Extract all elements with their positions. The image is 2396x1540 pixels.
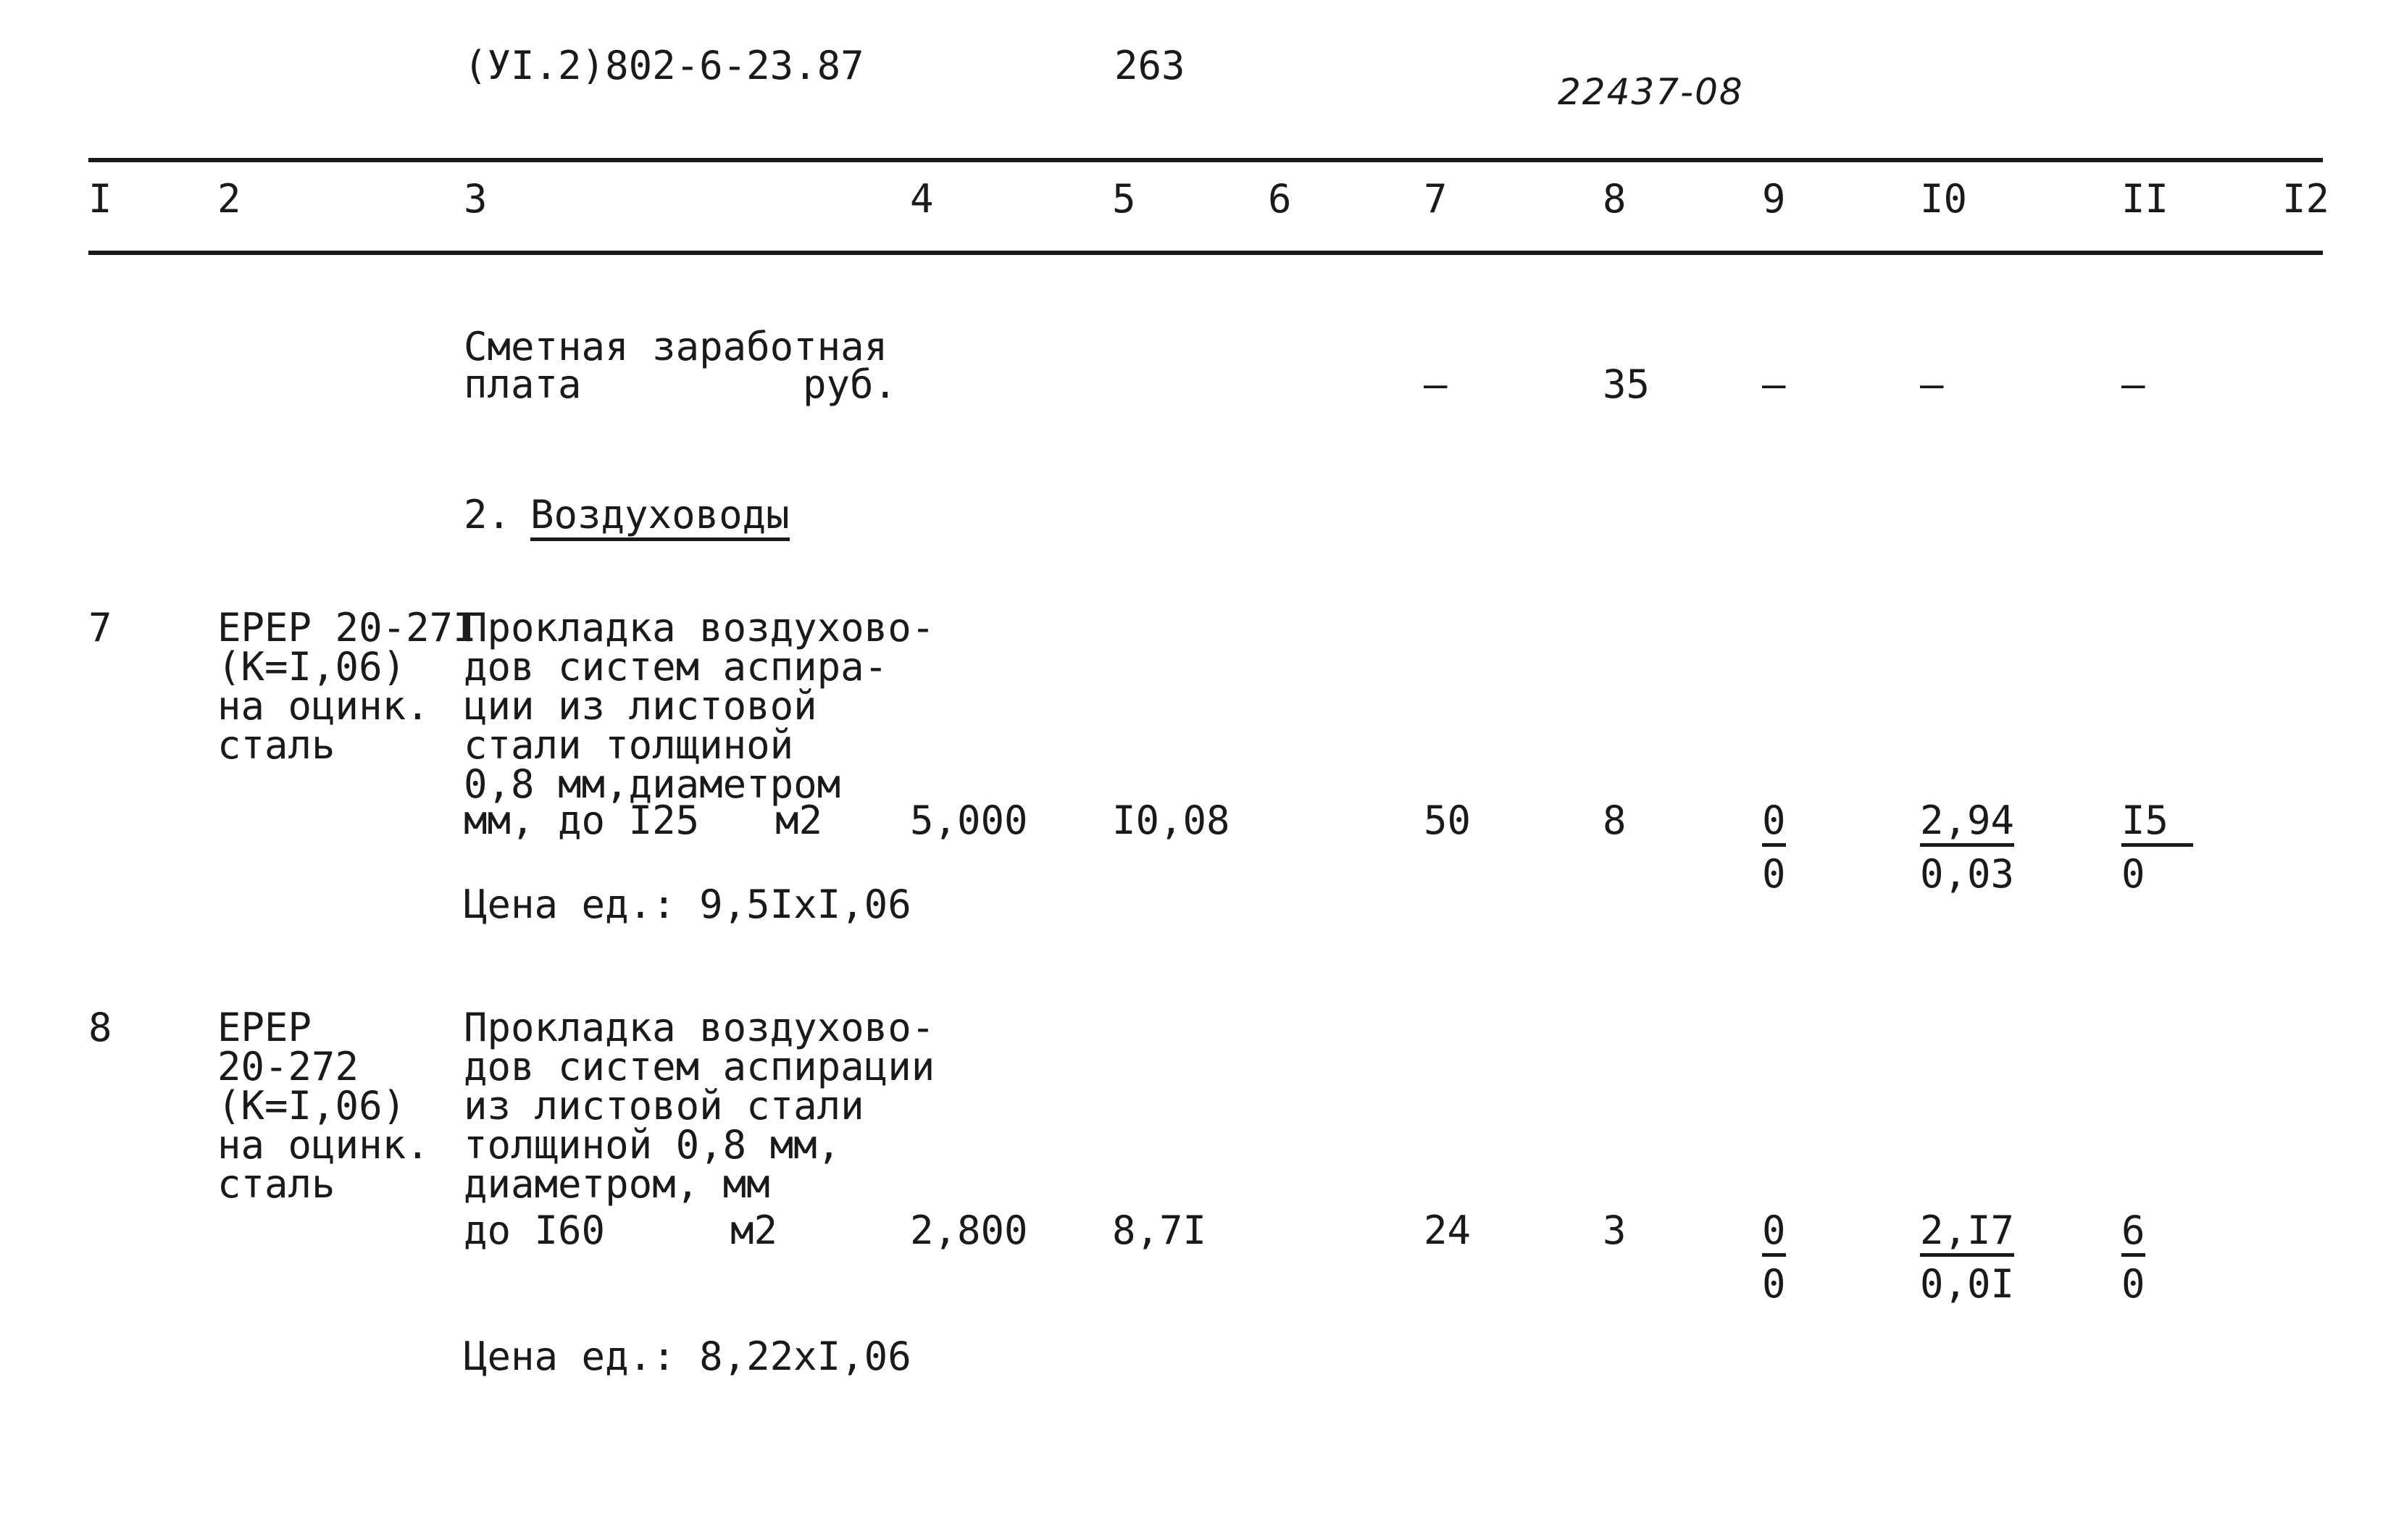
item-col9-bottom: 0 (1762, 851, 1786, 897)
item-col9-bottom: 0 (1762, 1261, 1786, 1307)
item-col11-bottom: 0 (2121, 851, 2145, 897)
page-number: 263 (1114, 43, 1185, 88)
wage-col8: 35 (1603, 361, 1650, 407)
column-header: 7 (1424, 176, 1448, 222)
column-header: 8 (1603, 176, 1627, 222)
wage-col11: – (2121, 361, 2145, 407)
item-col10-bottom: 0,0I (1920, 1261, 2015, 1307)
column-header: I (88, 176, 112, 222)
item-code-line: (К=I,06) (217, 644, 406, 690)
document-code: (УI.2)802-6-23.87 (464, 43, 864, 88)
column-header: I2 (2282, 176, 2330, 222)
item-col11-top: 6 (2121, 1211, 2145, 1257)
section-number: 2. (464, 492, 512, 537)
wage-col10: – (1920, 361, 1944, 407)
item-desc-line: стали толщиной (464, 722, 794, 768)
table-header-bottom-rule (88, 251, 2323, 255)
item-code-line: ЕРЕР 20-27I (217, 605, 477, 650)
item-desc-line: толщиной 0,8 мм, (464, 1122, 841, 1168)
item-col9-top: 0 (1762, 1211, 1786, 1257)
item-desc-line: до I60 (464, 1208, 606, 1253)
item-code-line: 20-272 (217, 1044, 359, 1089)
wage-unit: руб. (803, 361, 898, 407)
item-desc-line: мм, до I25 (464, 798, 700, 843)
item-desc-line: дов систем аспира- (464, 644, 888, 690)
item-desc-line: из листовой стали (464, 1083, 864, 1129)
item-desc-line: Прокладка воздухово- (464, 1005, 935, 1050)
column-header: II (2121, 176, 2169, 222)
item-code-line: на оцинк. (217, 1122, 430, 1168)
item-col7: 50 (1424, 798, 1472, 843)
column-header: 6 (1268, 176, 1292, 222)
table-top-rule (88, 158, 2323, 162)
item-code-line: сталь (217, 722, 335, 768)
item-quantity: 5,000 (910, 798, 1028, 843)
column-header: 4 (910, 176, 934, 222)
archive-number: 22437-08 (1558, 71, 1744, 113)
item-desc-line: ции из листовой (464, 683, 817, 729)
item-col10-bottom: 0,03 (1920, 851, 2015, 897)
item-desc-line: дов систем аспирации (464, 1044, 935, 1089)
item-code-line: на оцинк. (217, 683, 430, 729)
item-col8: 8 (1603, 798, 1627, 843)
item-quantity: 2,800 (910, 1208, 1028, 1253)
item-number: 8 (88, 1005, 112, 1050)
wage-name-line: плата (464, 361, 582, 407)
item-unit-price: Цена ед.: 8,22xI,06 (464, 1334, 911, 1379)
item-code-line: ЕРЕР (217, 1005, 312, 1050)
item-col7: 24 (1424, 1208, 1472, 1253)
item-col9-top: 0 (1762, 801, 1786, 847)
item-col11-top: I5 (2121, 801, 2193, 847)
item-desc-line: диаметром, мм (464, 1161, 770, 1207)
wage-col9: – (1762, 361, 1786, 407)
item-col11-bottom: 0 (2121, 1261, 2145, 1307)
item-code-line: (К=I,06) (217, 1083, 406, 1129)
item-code-line: сталь (217, 1161, 335, 1207)
item-price: I0,08 (1112, 798, 1230, 843)
item-unit-price: Цена ед.: 9,5IxI,06 (464, 882, 911, 927)
item-desc-line: Прокладка воздухово- (464, 605, 935, 650)
wage-name-line: Сметная заработная (464, 324, 888, 369)
item-col10-top: 2,I7 (1920, 1211, 2014, 1257)
wage-col7: – (1424, 361, 1448, 407)
column-header: 9 (1762, 176, 1786, 222)
column-header: 5 (1112, 176, 1136, 222)
item-number: 7 (88, 605, 112, 650)
column-header: I0 (1920, 176, 1968, 222)
item-desc-line: 0,8 мм,диаметром (464, 761, 841, 807)
item-col8: 3 (1603, 1208, 1627, 1253)
section-title: Воздуховоды (530, 495, 790, 541)
column-header: 3 (464, 176, 488, 222)
item-price: 8,7I (1112, 1208, 1207, 1253)
item-unit: м2 (730, 1208, 778, 1253)
column-header: 2 (217, 176, 241, 222)
item-col10-top: 2,94 (1920, 801, 2014, 847)
item-unit: м2 (775, 798, 823, 843)
